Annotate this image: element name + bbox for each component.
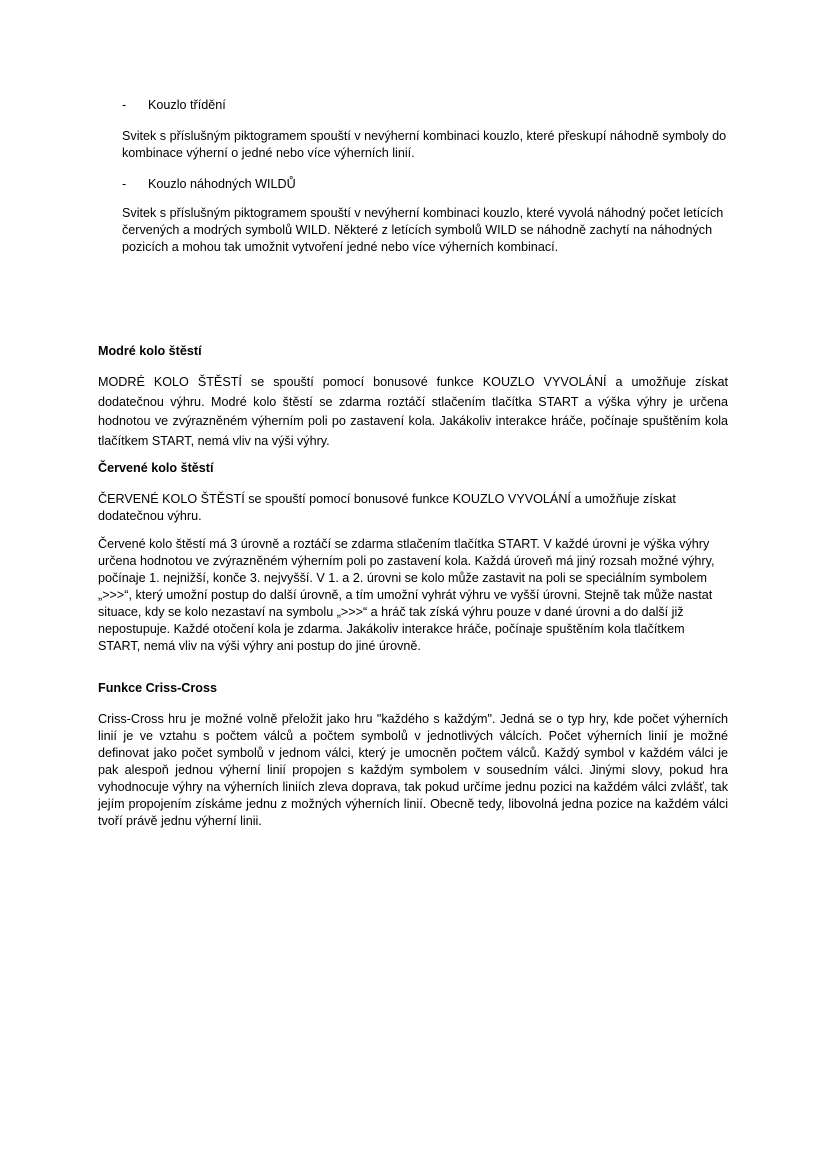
- spell-title-sorting: Kouzlo třídění: [148, 98, 226, 112]
- spell-title-random-wilds: Kouzlo náhodných WILDŮ: [148, 177, 296, 191]
- criss-cross-paragraph: Criss-Cross hru je možné volně přeložit jako hru "každého s každým". Jedná se o typ hry, kde počet výherních linií je ve vztahu s počtem válců a počtem symbolů v jednotlivých válcích. Počet výherních linií je možné definovat jako počet symbolů v jednom válci, který je umocněn počtem válců. Každý symbol v každém válci je pak alespoň jednou výherní linií propojen s každým symbolem v sousedním válci. Jinými slovy, pokud hra vyhodnocuje výhry na výherních liniích zleva doprava, tak pokud určíme jednu pozici na každém válci zvlášť, tak jejím propojením získáme jednu z možných výherních linií. Obecně tedy, libovolná jedna pozice na každém válci tvoří právě jednu výherní linii.: [98, 712, 728, 828]
- spell-description-sorting: Svitek s příslušným piktogramem spouští v nevýherní kombinaci kouzlo, které přeskupí náhodně symboly do kombinace výherní o jedné nebo více výherních linií.: [122, 129, 727, 160]
- red-wheel-paragraph-1: ČERVENÉ KOLO ŠTĚSTÍ se spouští pomocí bonusové funkce KOUZLO VYVOLÁNÍ a umožňuje získat dodatečnou výhru.: [98, 492, 676, 523]
- section-heading-criss-cross: Funkce Criss-Cross: [98, 681, 217, 695]
- spell-description-random-wilds: Svitek s příslušným piktogramem spouští v nevýherní kombinaci kouzlo, které vyvolá náhodný počet letících červených a modrých symbolů WILD. Některé z letících symbolů WILD se náhodně zachytí na náhodných pozicích a mohou tak umožnit vytvoření jedné nebo více výherních kombinací.: [122, 206, 724, 254]
- list-bullet: -: [122, 177, 127, 191]
- blue-wheel-paragraph: MODRÉ KOLO ŠTĚSTÍ se spouští pomocí bonusové funkce KOUZLO VYVOLÁNÍ a umožňuje získat dodatečnou výhru. Modré kolo štěstí se zdarma roztáčí stlačením tlačítka START a výška výhry je určena hodnotou ve zvýrazněném výherním poli po zastavení kola. Jakákoliv interakce hráče, počínaje spuštěním kola tlačítkem START, nemá vliv na výši výhry.: [98, 375, 728, 448]
- section-heading-red-wheel: Červené kolo štěstí: [98, 461, 214, 475]
- section-heading-blue-wheel: Modré kolo štěstí: [98, 344, 202, 358]
- red-wheel-paragraph-2: Červené kolo štěstí má 3 úrovně a roztáčí se zdarma stlačením tlačítka START. V každé úrovni je výška výhry určena hodnotou ve zvýrazněném výherním poli po zastavení kola. Každá úroveň má jiný rozsah možné výhry, počínaje 1. nejnižší, konče 3. nejvyšší. V 1. a 2. úrovni se kolo může zastavit na poli se speciálním symbolem „>>>“, který umožní postup do další úrovně, a tím umožní vyhrát výhru ve vyšší úrovni. Stejně tak může nastat situace, kdy se kolo nezastaví na symbolu „>>>“ a hráč tak získá výhru pouze v dané úrovni a do další již nepostupuje. Každé otočení kola je zdarma. Jakákoliv interakce hráče, počínaje spuštěním kola tlačítkem START, nemá vliv na výši výhry ani postup do jiné úrovně.: [98, 537, 715, 653]
- list-bullet: -: [122, 98, 127, 112]
